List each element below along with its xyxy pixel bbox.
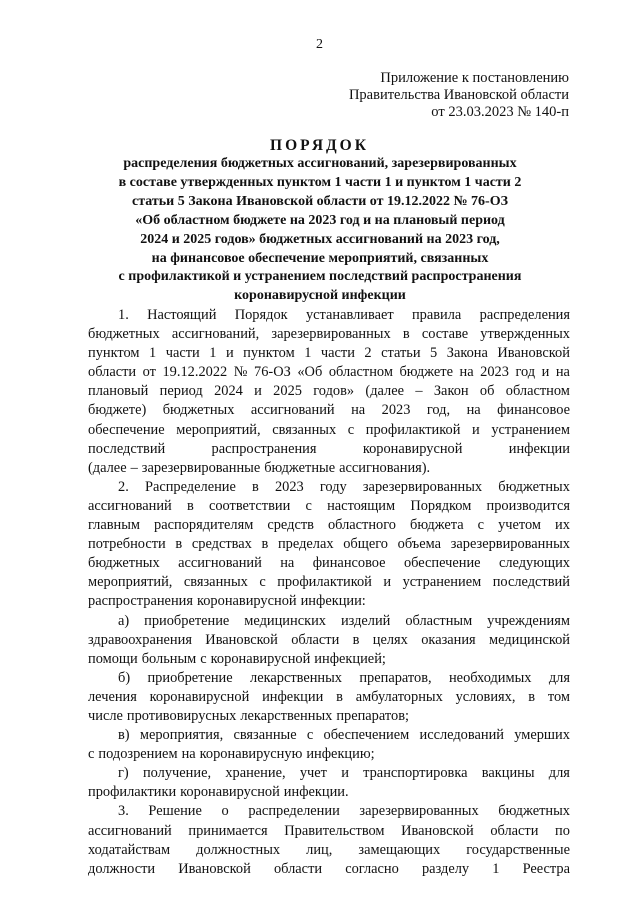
appendix-line: от 23.03.2023 № 140-п — [431, 104, 569, 120]
document-title: ПОРЯДОК — [270, 137, 369, 154]
subtitle-line: с профилактикой и устранением последствий распространения — [118, 269, 522, 285]
body-line: должности Ивановской области согласно разделу 1 Реестра — [88, 860, 570, 877]
body-line: с подозрением на коронавирусную инфекцию; — [88, 746, 375, 763]
body-line: потребности в средствах в пределах общего объема зарезервированных — [88, 536, 570, 553]
body-line: 1. Настоящий Порядок устанавливает правила распределения — [118, 307, 570, 323]
document-subtitle — [90, 155, 550, 306]
body-line: 2. Распределение в 2023 году зарезервированных бюджетных — [118, 478, 570, 495]
body-line: б) приобретение лекарственных препаратов, необходимых для — [118, 669, 570, 686]
subtitle-line: на финансовое обеспечение мероприятий, связанных — [151, 250, 489, 266]
appendix-line: Приложение к постановлению — [380, 70, 569, 86]
body-line: мероприятий, связанных с профилактикой и устранением последствий — [88, 574, 570, 591]
page-number: 2 — [316, 37, 323, 52]
body-line: ходатайствам должностных лиц, замещающих государственные — [88, 841, 570, 858]
body-line: ассигнований в соответствии с настоящим Порядком производится — [88, 497, 570, 514]
body-line: (далее – зарезервированные бюджетные ассигнования). — [88, 459, 431, 476]
body-line: пунктом 1 части 1 и пунктом 1 части 2 статьи 5 Закона Ивановской — [88, 345, 570, 362]
body-line: области от 19.12.2022 № 76-ОЗ «Об областном бюджете на 2023 год и на — [88, 364, 570, 381]
body-line: профилактики коронавирусной инфекции. — [88, 784, 349, 801]
appendix-line: Правительства Ивановской области — [348, 87, 569, 103]
body-line: числе противовирусных лекарственных препаратов; — [88, 707, 409, 724]
subtitle-line: коронавирусной инфекции — [234, 288, 406, 304]
subtitle-line: статьи 5 Закона Ивановской области от 19.12.2022 № 76-ОЗ — [131, 193, 508, 209]
subtitle-line: в составе утвержденных пунктом 1 части 1 и пунктом 1 части 2 — [118, 174, 522, 190]
body-line: главным распорядителям средств областного бюджета с учетом их — [88, 517, 570, 534]
body-line: в) мероприятия, связанные с обеспечением исследований умерших — [118, 727, 570, 744]
body-line: здравоохранения Ивановской области в целях оказания медицинской — [88, 631, 570, 648]
body-line: лечения коронавирусной инфекции в амбулаторных условиях, в том — [88, 688, 570, 705]
subtitle-line: «Об областном бюджете на 2023 год и на плановый период — [135, 212, 505, 228]
body-line: бюджетных ассигнований, зарезервированных в составе утвержденных — [88, 326, 570, 343]
body-line: помощи больным с коронавирусной инфекцией; — [88, 650, 386, 667]
body-line: ассигнований принимается Правительством Ивановской области по — [88, 822, 570, 839]
subtitle-line: распределения бюджетных ассигнований, зарезервированных — [123, 156, 517, 171]
body-line: распространения коронавирусной инфекции: — [88, 593, 366, 610]
body-line: обеспечение мероприятий, связанных с профилактикой и устранением — [88, 421, 570, 438]
body-line: г) получение, хранение, учет и транспортировка вакцины для — [118, 765, 570, 782]
subtitle-line: 2024 и 2025 годов» бюджетных ассигнований на 2023 год, — [140, 231, 500, 247]
body-line: бюджете) бюджетных ассигнований на 2023 год, на финансовое — [88, 402, 570, 419]
body-line: а) приобретение медицинских изделий областным учреждениям — [118, 612, 570, 629]
document-body — [88, 306, 570, 879]
body-line: плановый период 2024 и 2025 годов» (далее – Закон об областном — [88, 383, 570, 400]
appendix-header — [349, 70, 569, 121]
body-line: 3. Решение о распределении зарезервированных бюджетных — [118, 803, 570, 820]
body-line: последствий распространения коронавирусной инфекции — [88, 440, 570, 457]
body-line: бюджетных ассигнований на финансовое обеспечение следующих — [88, 555, 570, 572]
